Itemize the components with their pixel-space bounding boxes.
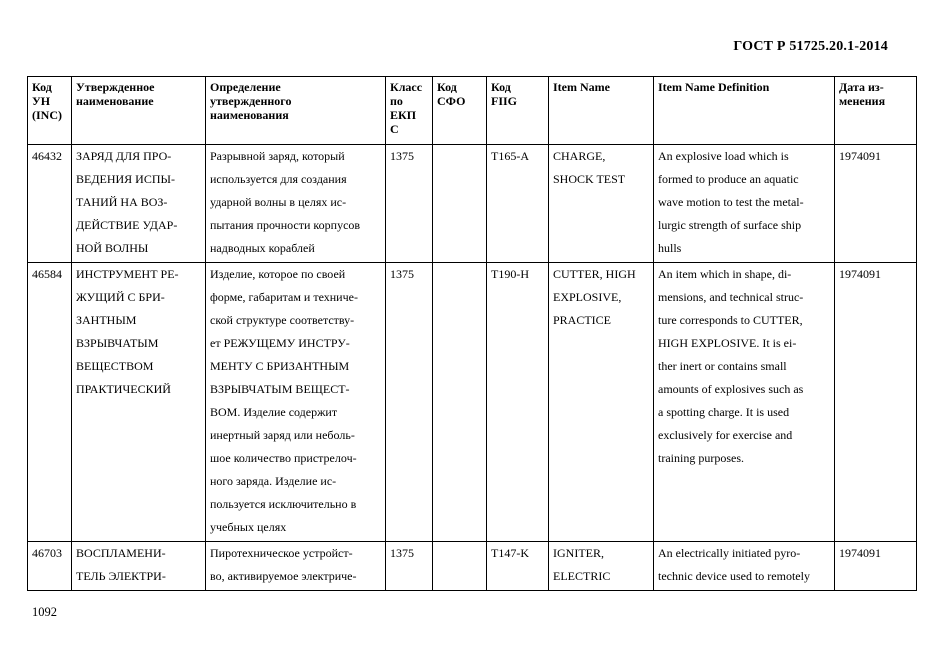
cell-item-name-definition: [654, 145, 835, 263]
header-item-name: [549, 77, 654, 145]
cell-text-line: используется для создания: [210, 172, 347, 186]
cell-text-line: EXPLOSIVE,: [553, 290, 622, 304]
cell-text-line: МЕНТУ С БРИЗАНТНЫМ: [210, 359, 350, 373]
header-approved-name: [72, 77, 206, 145]
cell-text-line: SHOCK TEST: [553, 172, 626, 186]
cell-text-line: PRACTICE: [553, 313, 612, 327]
cell-text-line: ther inert or contains small: [658, 359, 787, 373]
table-row: [28, 542, 917, 591]
table-header-row: [28, 77, 917, 145]
header-change-date: [835, 77, 917, 145]
cell-text-line: форме, габаритам и техниче-: [210, 290, 358, 304]
header-text-line: Утвержденное: [76, 80, 155, 94]
header-text-line: С: [390, 122, 399, 136]
cell-fiig: T147-K: [487, 542, 549, 591]
cell-text-line: CUTTER, HIGH: [553, 267, 636, 281]
cell-text-line: IGNITER,: [553, 546, 604, 560]
cell-text-line: CHARGE,: [553, 149, 606, 163]
cell-text-line: mensions, and technical struc-: [658, 290, 804, 304]
cell-text-line: учебных целях: [210, 520, 287, 534]
header-text-line: по: [390, 94, 403, 108]
cell-text-line: надводных кораблей: [210, 241, 315, 255]
cell-text-line: ударной волны в целях ис-: [210, 195, 347, 209]
cell-text-line: ской структуре соответству-: [210, 313, 355, 327]
cell-text-line: ТЕЛЬ ЭЛЕКТРИ-: [76, 569, 166, 583]
cell-text-line: ВОМ. Изделие содержит: [210, 405, 338, 419]
cell-text-line: formed to produce an aquatic: [658, 172, 799, 186]
cell-definition: [206, 145, 386, 263]
cell-approved-name: [72, 145, 206, 263]
cell-text-line: ИНСТРУМЕНТ РЕ-: [76, 267, 179, 281]
cell-text-line: An item which in shape, di-: [658, 267, 792, 281]
cell-change-date: 1974091: [835, 263, 917, 542]
cell-text-line: инертный заряд или неболь-: [210, 428, 355, 442]
cell-code: 46703: [28, 542, 72, 591]
cell-text-line: hulls: [658, 241, 682, 255]
cell-text-line: lurgic strength of surface ship: [658, 218, 802, 232]
header-text-line: наименования: [210, 108, 289, 122]
header-code-inc: [28, 77, 72, 145]
cell-text-line: Разрывной заряд, который: [210, 149, 345, 163]
cell-text-line: Пиротехническое устройст-: [210, 546, 353, 560]
cell-text-line: шое количество пристрелоч-: [210, 451, 357, 465]
cell-sfo: [433, 263, 487, 542]
cell-text-line: пользуется исключительно в: [210, 497, 357, 511]
cell-text-line: An electrically initiated pyro-: [658, 546, 801, 560]
cell-item-name-definition: [654, 263, 835, 542]
cell-item-name: [549, 542, 654, 591]
cell-text-line: ВЗРЫВЧАТЫМ: [76, 336, 159, 350]
header-text-line: Определение: [210, 80, 281, 94]
cell-text-line: ет РЕЖУЩЕМУ ИНСТРУ-: [210, 336, 350, 350]
header-text-line: утвержденного: [210, 94, 292, 108]
cell-text-line: ДЕЙСТВИЕ УДАР-: [76, 218, 178, 232]
table-body: [28, 145, 917, 591]
header-text-line: Код: [32, 80, 52, 94]
cell-class: 1375: [386, 263, 433, 542]
table-row: [28, 145, 917, 263]
cell-text-line: a spotting charge. It is used: [658, 405, 790, 419]
page-number: 1092: [32, 605, 57, 619]
cell-text-line: HIGH EXPLOSIVE. It is ei-: [658, 336, 797, 350]
cell-text-line: Изделие, которое по своей: [210, 267, 346, 281]
cell-approved-name: [72, 263, 206, 542]
table-row: [28, 263, 917, 542]
header-code-fiig: [487, 77, 549, 145]
cell-item-name-definition: [654, 542, 835, 591]
cell-definition: [206, 263, 386, 542]
cell-text-line: ного заряда. Изделие ис-: [210, 474, 337, 488]
cell-text-line: ВЕЩЕСТВОМ: [76, 359, 154, 373]
cell-text-line: ВЕДЕНИЯ ИСПЫ-: [76, 172, 175, 186]
cell-text-line: НОЙ ВОЛНЫ: [76, 241, 149, 255]
header-text-line: FIIG: [491, 94, 518, 108]
header-text-line: Код: [491, 80, 511, 94]
cell-code: 46584: [28, 263, 72, 542]
cell-text-line: ТАНИЙ НА ВОЗ-: [76, 195, 168, 209]
cell-text-line: ВЗРЫВЧАТЫМ ВЕЩЕСТ-: [210, 382, 350, 396]
header-text-line: Код: [437, 80, 457, 94]
cell-text-line: ЗАРЯД ДЛЯ ПРО-: [76, 149, 172, 163]
cell-text-line: ture corresponds to CUTTER,: [658, 313, 803, 327]
cell-text-line: amounts of explosives such as: [658, 382, 804, 396]
header-text-line: наименование: [76, 94, 154, 108]
header-text-line: Item Name Definition: [658, 80, 770, 94]
header-text-line: УН: [32, 94, 51, 108]
header-text-line: менения: [839, 94, 886, 108]
cell-text-line: ЗАНТНЫМ: [76, 313, 137, 327]
cell-sfo: [433, 542, 487, 591]
cell-item-name: [549, 263, 654, 542]
header-text-line: (INC): [32, 108, 62, 122]
cell-text-line: ELECTRIC: [553, 569, 611, 583]
cell-text-line: ЖУЩИЙ С БРИ-: [76, 290, 165, 304]
header-text-line: Item Name: [553, 80, 610, 94]
header-text-line: СФО: [437, 94, 466, 108]
nomenclature-table: [27, 76, 917, 591]
cell-sfo: [433, 145, 487, 263]
cell-text-line: training purposes.: [658, 451, 744, 465]
cell-code: 46432: [28, 145, 72, 263]
header-code-sfo: [433, 77, 487, 145]
header-text-line: Дата из-: [839, 80, 884, 94]
cell-change-date: 1974091: [835, 145, 917, 263]
header-text-line: ЕКП: [390, 108, 417, 122]
cell-text-line: пытания прочности корпусов: [210, 218, 361, 232]
header-text-line: Класс: [390, 80, 423, 94]
cell-text-line: technic device used to remotely: [658, 569, 810, 583]
cell-text-line: ВОСПЛАМЕНИ-: [76, 546, 166, 560]
cell-approved-name: [72, 542, 206, 591]
cell-class: 1375: [386, 542, 433, 591]
cell-text-line: wave motion to test the metal-: [658, 195, 804, 209]
cell-change-date: 1974091: [835, 542, 917, 591]
cell-text-line: ПРАКТИЧЕСКИЙ: [76, 382, 171, 396]
header-class-ekps: [386, 77, 433, 145]
cell-fiig: T190-H: [487, 263, 549, 542]
header-item-name-definition: [654, 77, 835, 145]
header-definition: [206, 77, 386, 145]
cell-text-line: exclusively for exercise and: [658, 428, 793, 442]
document-header: ГОСТ Р 51725.20.1-2014: [733, 39, 888, 54]
cell-class: 1375: [386, 145, 433, 263]
cell-text-line: во, активируемое электриче-: [210, 569, 357, 583]
cell-fiig: T165-A: [487, 145, 549, 263]
cell-item-name: [549, 145, 654, 263]
cell-text-line: An explosive load which is: [658, 149, 789, 163]
cell-definition: [206, 542, 386, 591]
